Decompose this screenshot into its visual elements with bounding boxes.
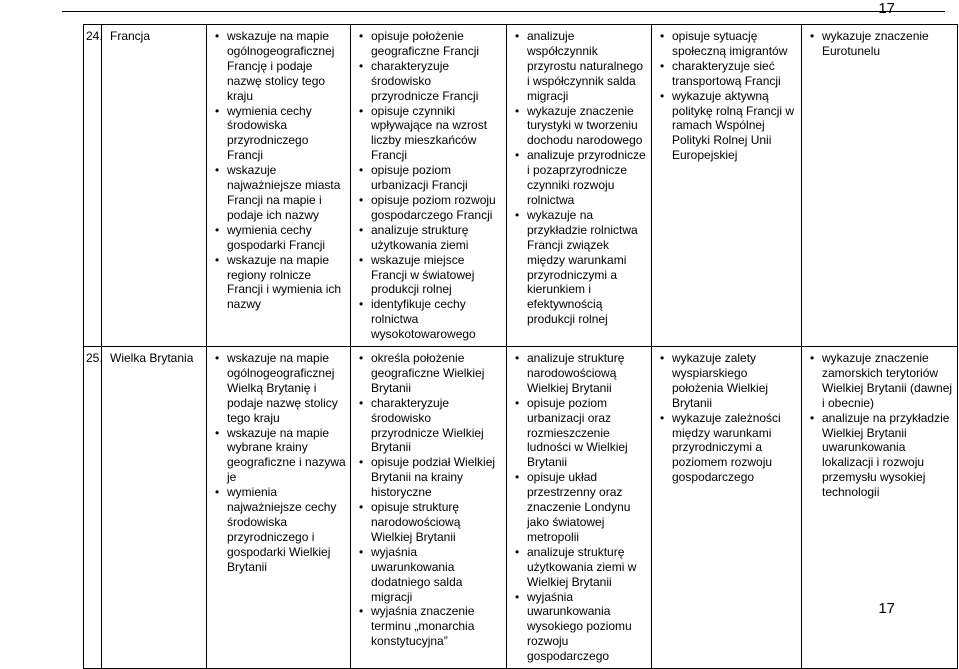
list-item: • opisuje położenie geograficzne Francji bbox=[359, 29, 502, 59]
row-number: 24. bbox=[84, 25, 102, 347]
requirements-list bbox=[359, 351, 502, 649]
list-item: • wykazuje na przykładzie rolnictwa Francji związek między warunkami przyrodniczymi a kierunkiem i efektywnością produkcji rolnej bbox=[515, 208, 647, 327]
list-item: • wykazuje aktywną politykę rolną Francji w ramach Wspólnej Polityki Rolnej Unii Europejskiej bbox=[660, 89, 797, 164]
list-item: • wskazuje na mapie ogólnogeograficznej Francję i podaje nazwę stolicy tego kraju bbox=[215, 29, 346, 104]
header-rule bbox=[62, 11, 945, 12]
requirements-list bbox=[660, 351, 797, 485]
list-item: • wymienia cechy gospodarki Francji bbox=[215, 223, 346, 253]
requirements-cell bbox=[802, 347, 958, 669]
list-item: • opisuje poziom urbanizacji oraz rozmieszczenie ludności w Wielkiej Brytanii bbox=[515, 396, 647, 471]
page-number-top: 17 bbox=[878, 0, 895, 17]
table-row bbox=[84, 25, 958, 347]
list-item: • analizuje na przykładzie Wielkiej Brytanii uwarunkowania lokalizacji i rozwoju przemysłu wysokiej technologii bbox=[810, 411, 953, 500]
requirements-cell bbox=[507, 347, 652, 669]
requirements-cell bbox=[351, 347, 507, 669]
list-item: • wykazuje znaczenie Eurotunelu bbox=[810, 29, 953, 59]
list-item: • wskazuje najważniejsze miasta Francji na mapie i podaje ich nazwy bbox=[215, 163, 346, 223]
requirements-list bbox=[515, 351, 647, 664]
list-item: • opisuje układ przestrzenny oraz znaczenie Londynu jako światowej metropolii bbox=[515, 470, 647, 545]
list-item: • identyfikuje cechy rolnictwa wysokotowarowego bbox=[359, 297, 502, 342]
page-number-bottom: 17 bbox=[878, 600, 895, 617]
list-item: • analizuje współczynnik przyrostu naturalnego i współczynnik salda migracji bbox=[515, 29, 647, 104]
table-row bbox=[84, 347, 958, 669]
country-name: Wielka Brytania bbox=[102, 347, 207, 669]
list-item: • wyjaśnia znaczenie terminu „monarchia konstytucyjna” bbox=[359, 604, 502, 649]
list-item: • wykazuje znaczenie turystyki w tworzeniu dochodu narodowego bbox=[515, 104, 647, 149]
list-item: • wskazuje na mapie ogólnogeograficznej Wielką Brytanię i podaje nazwę stolicy tego kraju bbox=[215, 351, 346, 426]
requirements-list bbox=[215, 351, 346, 575]
requirements-list bbox=[660, 29, 797, 163]
list-item: • charakteryzuje środowisko przyrodnicze Francji bbox=[359, 59, 502, 104]
list-item: • wykazuje zależności między warunkami przyrodniczymi a poziomem rozwoju gospodarczego bbox=[660, 411, 797, 486]
list-item: • wskazuje miejsce Francji w światowej produkcji rolnej bbox=[359, 253, 502, 298]
requirements-table bbox=[83, 24, 958, 669]
requirements-list bbox=[515, 29, 647, 327]
list-item: • wykazuje zalety wyspiarskiego położenia Wielkiej Brytanii bbox=[660, 351, 797, 411]
list-item: • analizuje strukturę narodowościową Wielkiej Brytanii bbox=[515, 351, 647, 396]
list-item: • wskazuje na mapie regiony rolnicze Francji i wymienia ich nazwy bbox=[215, 253, 346, 313]
list-item: • opisuje sytuację społeczną imigrantów bbox=[660, 29, 797, 59]
row-number: 25. bbox=[84, 347, 102, 669]
requirements-list bbox=[359, 29, 502, 342]
requirements-cell bbox=[351, 25, 507, 347]
requirements-cell bbox=[207, 347, 351, 669]
list-item: • wykazuje znaczenie zamorskich terytoriów Wielkiej Brytanii (dawnej i obecnie) bbox=[810, 351, 953, 411]
list-item: • opisuje podział Wielkiej Brytanii na krainy historyczne bbox=[359, 455, 502, 500]
requirements-cell bbox=[207, 25, 351, 347]
list-item: • wyjaśnia uwarunkowania wysokiego poziomu rozwoju gospodarczego bbox=[515, 590, 647, 665]
list-item: • charakteryzuje środowisko przyrodnicze Wielkiej Brytanii bbox=[359, 396, 502, 456]
requirements-cell bbox=[652, 25, 802, 347]
list-item: • wskazuje na mapie wybrane krainy geograficzne i nazywa je bbox=[215, 426, 346, 486]
list-item: • analizuje strukturę użytkowania ziemi w Wielkiej Brytanii bbox=[515, 545, 647, 590]
list-item: • analizuje strukturę użytkowania ziemi bbox=[359, 223, 502, 253]
requirements-list bbox=[810, 29, 953, 59]
list-item: • wymienia najważniejsze cechy środowiska przyrodniczego i gospodarki Wielkiej Brytanii bbox=[215, 485, 346, 574]
list-item: • opisuje strukturę narodowościową Wielkiej Brytanii bbox=[359, 500, 502, 545]
list-item: • opisuje poziom rozwoju gospodarczego Francji bbox=[359, 193, 502, 223]
requirements-cell bbox=[507, 25, 652, 347]
list-item: • opisuje czynniki wpływające na wzrost liczby mieszkańców Francji bbox=[359, 104, 502, 164]
requirements-cell bbox=[652, 347, 802, 669]
requirements-list bbox=[810, 351, 953, 500]
list-item: • charakteryzuje sieć transportową Francji bbox=[660, 59, 797, 89]
country-name: Francja bbox=[102, 25, 207, 347]
list-item: • wymienia cechy środowiska przyrodniczego Francji bbox=[215, 104, 346, 164]
requirements-list bbox=[215, 29, 346, 312]
list-item: • analizuje przyrodnicze i pozaprzyrodnicze czynniki rozwoju rolnictwa bbox=[515, 148, 647, 208]
list-item: • określa położenie geograficzne Wielkiej Brytanii bbox=[359, 351, 502, 396]
list-item: • wyjaśnia uwarunkowania dodatniego salda migracji bbox=[359, 545, 502, 605]
list-item: • opisuje poziom urbanizacji Francji bbox=[359, 163, 502, 193]
requirements-cell bbox=[802, 25, 958, 347]
